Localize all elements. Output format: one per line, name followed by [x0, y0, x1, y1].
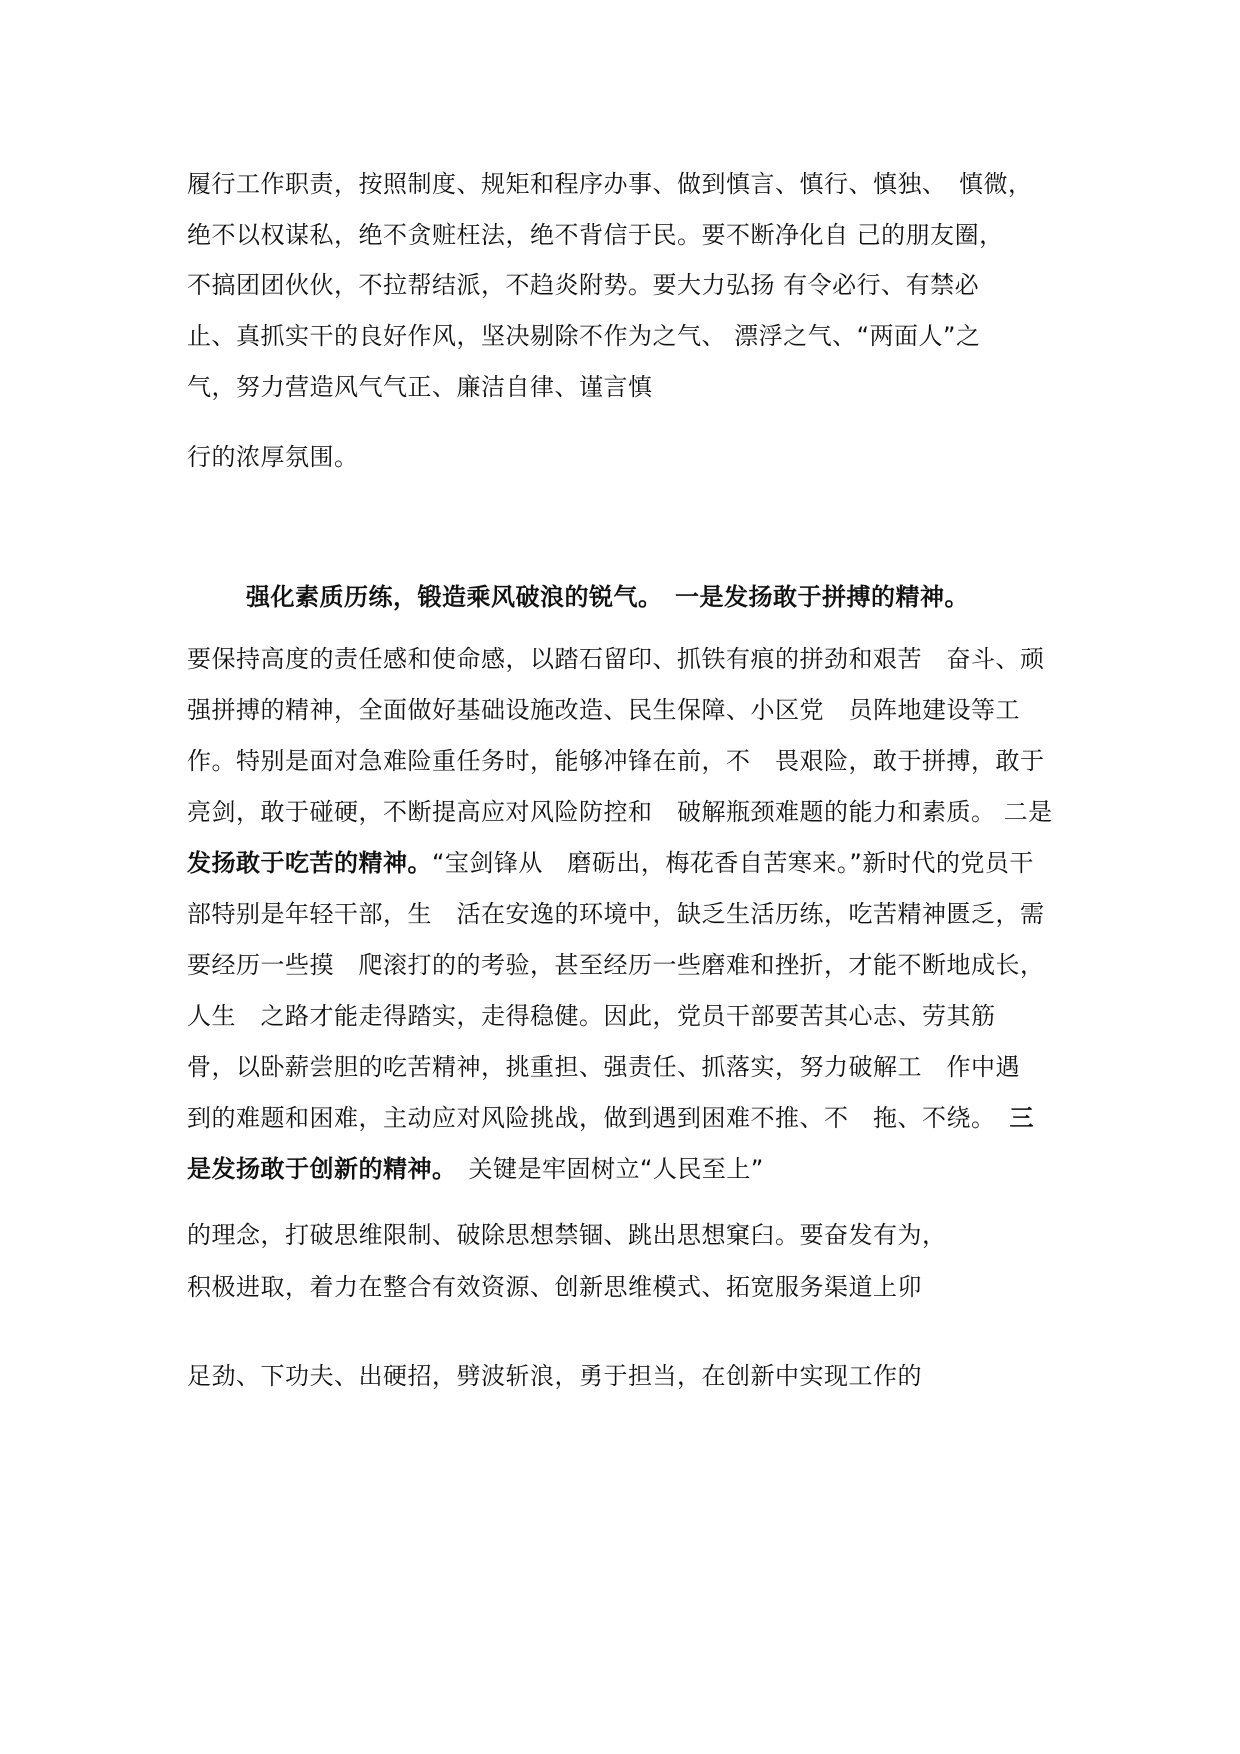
- text-line: 部特别是年轻干部，生 活在安逸的环境中，缺乏生活历练，吃苦精神匮乏，需: [187, 900, 1045, 928]
- bold-phrase: 是发扬敢于创新的精神。: [187, 1155, 457, 1183]
- text-span: 关键是牢固树立“人民至上”: [468, 1155, 764, 1183]
- text-line: 作。特别是面对急难险重任务时，能够冲锋在前，不 畏艰险，敢于拼搏，敢于: [187, 747, 1045, 775]
- text-line: 强拼搏的精神，全面做好基础设施改造、民生保障、小区党 员阵地建设等工: [187, 696, 1020, 724]
- text-line: 不搞团团伙伙，不拉帮结派，不趋炎附势。要大力弘扬 有令必行、有禁必: [187, 271, 980, 299]
- text-span: 到的难题和困难，主动应对风险挑战，做到遇到困难不推、不 拖、不绕。: [187, 1104, 996, 1132]
- text-line: 要保持高度的责任感和使命感，以踏石留印、抓铁有痕的拼劲和艰苦 奋斗、顽: [187, 645, 1045, 673]
- text-line: 要经历一些摸 爬滚打的的考验，甚至经历一些磨难和挫折，才能不断地成长，: [187, 951, 1045, 979]
- section-heading: 强化素质历练，锻造乘风破浪的锐气。 一是发扬敢于拼搏的精神。: [246, 583, 969, 611]
- text-line: [187, 1153, 764, 1185]
- text-line: 骨，以卧薪尝胆的吃苦精神，挑重担、强责任、抓落实，努力破解工 作中遇: [187, 1053, 1020, 1081]
- text-line: 的理念，打破思维限制、破除思想禁锢、跳出思想窠臼。要奋发有为，: [187, 1221, 947, 1249]
- text-line: [187, 1102, 1034, 1134]
- bold-phrase: 三: [1009, 1104, 1034, 1132]
- text-line: 人生 之路才能走得踏实，走得稳健。因此，党员干部要苦其心志、劳其筋: [187, 1002, 996, 1030]
- text-line: [187, 847, 1034, 879]
- text-line: 亮剑，敢于碰硬，不断提高应对风险防控和 破解瓶颈难题的能力和素质。 二是: [187, 798, 1053, 826]
- text-line: 气，努力营造风气气正、廉洁自律、谨言慎: [187, 373, 653, 401]
- text-line: 履行工作职责，按照制度、规矩和程序办事、做到慎言、慎行、慎独、 慎微，: [187, 170, 1033, 198]
- text-span: “宝剑锋从 磨砺出，梅花香自苦寒来。”新时代的党员干: [432, 849, 1034, 877]
- text-line: 足劲、下功夫、出硬招，劈波斩浪，勇于担当，在创新中实现工作的: [187, 1362, 922, 1390]
- bold-phrase: 发扬敢于吃苦的精神。: [187, 849, 432, 877]
- text-line: 绝不以权谋私，绝不贪赃枉法，绝不背信于民。要不断净化自 己的朋友圈，: [187, 221, 1004, 249]
- text-line: 止、真抓实干的良好作风，坚决剔除不作为之气、 漂浮之气、“两面人”之: [187, 322, 981, 350]
- text-line: 积极进取，着力在整合有效资源、创新思维模式、拓宽服务渠道上卯: [187, 1273, 922, 1301]
- text-line: 行的浓厚氛围。: [187, 443, 359, 471]
